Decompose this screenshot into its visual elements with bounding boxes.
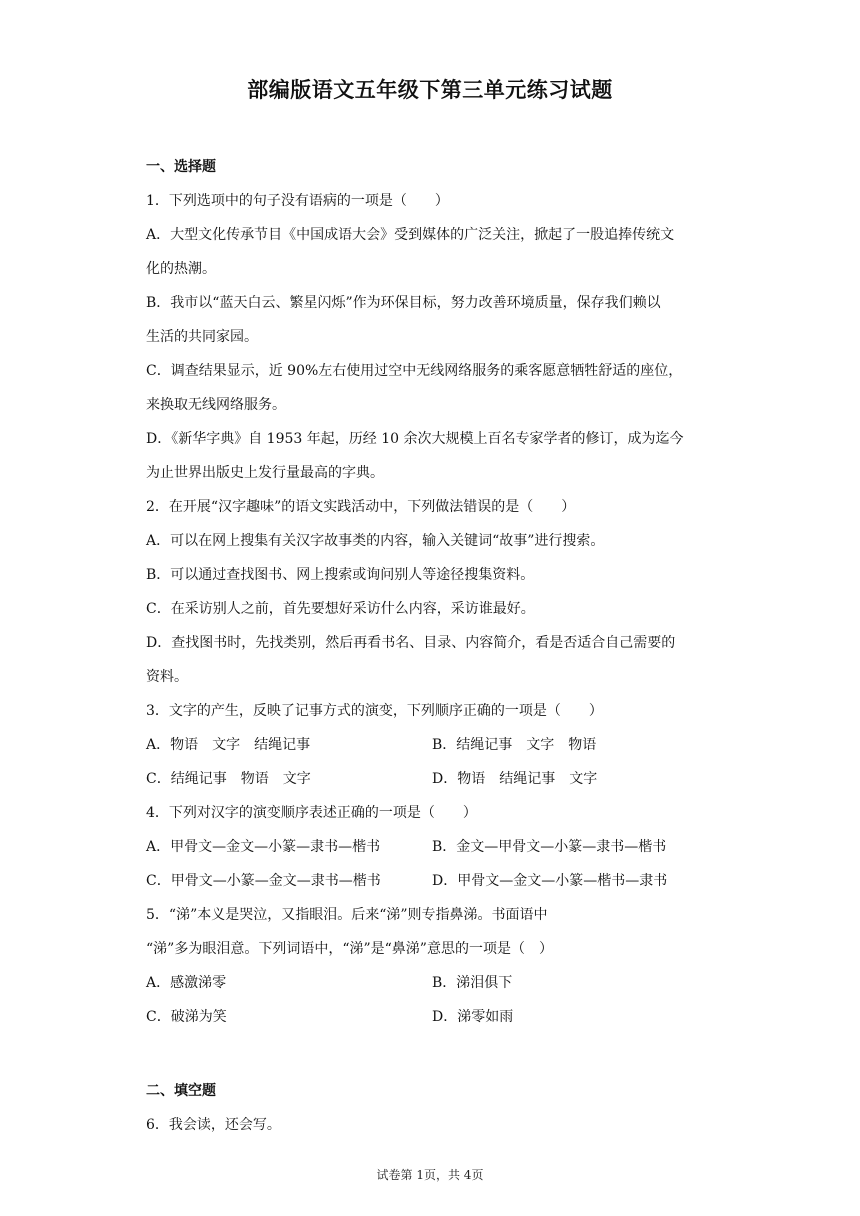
option-a-line1: A．大型文化传承节目《中国成语大会》受到媒体的广泛关注，掀起了一股追捧传统文	[146, 227, 675, 243]
question-stem: 3．文字的产生，反映了记事方式的演变，下列顺序正确的一项是（ ）	[146, 703, 603, 719]
option-d-line1: D．《新华字典》自 1953 年起，历经 10 余次大规模上百名专家学者的修订，成为迄今	[146, 431, 684, 447]
question-stem: 1．下列选项中的句子没有语病的一项是（ ）	[146, 193, 449, 209]
option-d-line2: 为止世界出版史上发行量最高的字典。	[146, 465, 384, 481]
option-c: C．甲骨文—小篆—金文—隶书—楷书	[146, 873, 381, 889]
option-row	[146, 1006, 718, 1028]
option-c: C．在采访别人之前，首先要想好采访什么内容，采访谁最好。	[146, 601, 535, 617]
option-c-line2: 来换取无线网络服务。	[146, 397, 286, 413]
page-title: 部编版语文五年级下第三单元练习试题	[247, 78, 613, 102]
question-4	[146, 802, 718, 892]
question-stem: 2．在开展“汉字趣味”的语文实践活动中，下列做法错误的是（ ）	[146, 499, 576, 515]
option-a-line2: 化的热潮。	[146, 261, 216, 277]
question-5	[146, 904, 718, 1028]
option-b: B．结绳记事 文字 物语	[432, 737, 597, 753]
option-a: A．物语 文字 结绳记事	[146, 737, 311, 753]
exam-content	[146, 156, 718, 1148]
option-row	[146, 734, 718, 756]
option-row	[146, 972, 718, 994]
option-a: A．甲骨文—金文—小篆—隶书—楷书	[146, 839, 381, 855]
option-b: B．金文—甲骨文—小篆—隶书—楷书	[432, 839, 667, 855]
option-a: A．感激涕零	[146, 975, 227, 991]
option-b: B．涕泪俱下	[432, 975, 513, 991]
section-heading-choice: 一、选择题	[146, 159, 216, 175]
question-stem: 4．下列对汉字的演变顺序表述正确的一项是（ ）	[146, 805, 477, 821]
question-1	[146, 190, 718, 484]
option-c: C．破涕为笑	[146, 1009, 227, 1025]
section-heading-fill: 二、填空题	[146, 1083, 216, 1099]
option-row	[146, 870, 718, 892]
option-d-line2: 资料。	[146, 669, 188, 685]
section-spacer	[146, 1040, 718, 1080]
option-a: A．可以在网上搜集有关汉字故事类的内容，输入关键词“故事”进行搜索。	[146, 533, 605, 549]
option-b-line1: B．我市以“蓝天白云、繁星闪烁”作为环保目标，努力改善环境质量，保存我们赖以	[146, 295, 661, 311]
page-footer: 试卷第 1页，共 4页	[376, 1168, 484, 1182]
option-c: C．结绳记事 物语 文字	[146, 771, 311, 787]
question-stem-line2: “涕”多为眼泪意。下列词语中，“涕”是“鼻涕”意思的一项是（ ）	[146, 941, 553, 957]
option-b: B．可以通过查找图书、网上搜索或询问别人等途径搜集资料。	[146, 567, 535, 583]
option-d-line1: D．查找图书时，先找类别，然后再看书名、目录、内容简介，看是否适合自己需要的	[146, 635, 676, 651]
question-3	[146, 700, 718, 790]
option-row	[146, 768, 718, 790]
question-6: 6．我会读，还会写。	[146, 1117, 281, 1133]
question-stem-line1: 5．“涕”本义是哭泣，又指眼泪。后来“涕”则专指鼻涕。书面语中	[146, 907, 548, 923]
option-d: D．涕零如雨	[432, 1009, 514, 1025]
question-2	[146, 496, 718, 688]
option-row	[146, 836, 718, 858]
option-d: D．物语 结绳记事 文字	[432, 771, 598, 787]
option-b-line2: 生活的共同家园。	[146, 329, 258, 345]
option-c-line1: C．调查结果显示，近 90%左右使用过空中无线网络服务的乘客愿意牺牲舒适的座位，	[146, 363, 683, 379]
option-d: D．甲骨文—金文—小篆—楷书—隶书	[432, 873, 668, 889]
